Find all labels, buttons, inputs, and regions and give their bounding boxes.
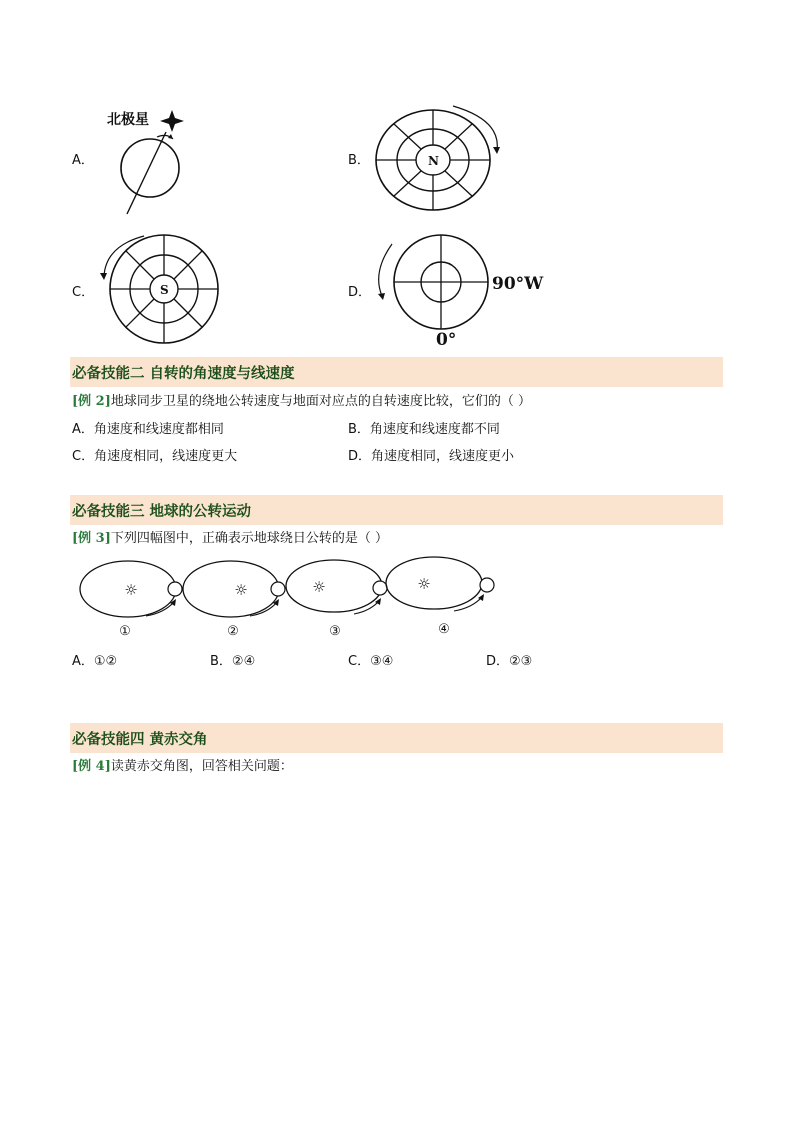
sun-icon: ☼ <box>234 581 248 599</box>
example-tag: [例 4] <box>72 759 111 774</box>
sun-icon: ☼ <box>312 578 326 596</box>
orbit-panel-3 <box>286 560 387 639</box>
panel-label: ① <box>119 624 131 639</box>
section-title: 必备技能四 黄赤交角 <box>72 732 208 748</box>
question-text: 地球同步卫星的绕地公转速度与地面对应点的自转速度比较，它们的（ ） <box>110 394 532 409</box>
longitude-label-0: 0° <box>436 330 457 350</box>
earth-circle <box>373 581 387 595</box>
rotation-arrowhead <box>378 293 385 300</box>
north-star-icon <box>160 110 184 132</box>
example-2-question <box>72 390 531 409</box>
option-d-letter: D． <box>348 285 372 300</box>
option-c-letter: C． <box>72 285 95 300</box>
choice-c: C．角速度相同，线速度更大 <box>72 449 238 464</box>
diagram-a-globe <box>100 100 200 220</box>
north-star-label: 北极星 <box>107 112 149 128</box>
earth-circle <box>168 582 182 596</box>
section-title: 必备技能二 自转的角速度与线速度 <box>72 366 295 382</box>
choice-d: D．角速度相同，线速度更小 <box>348 449 515 464</box>
section-title: 必备技能三 地球的公转运动 <box>72 504 252 520</box>
orbit-panel-2 <box>183 561 285 639</box>
rotation-arrow <box>379 244 392 296</box>
orbit-panel-1 <box>80 561 182 639</box>
choice-d: D．②③ <box>486 654 533 669</box>
earth-circle <box>480 578 494 592</box>
question-text: 读黄赤交角图，回答相关问题： <box>110 759 293 774</box>
earth-circle <box>271 582 285 596</box>
sun-icon: ☼ <box>124 581 138 599</box>
panel-label: ③ <box>329 624 341 639</box>
choice-a: A．角速度和线速度都相同 <box>72 422 224 437</box>
section-header-3 <box>70 495 723 525</box>
example-4-question <box>72 755 293 774</box>
panel-label: ② <box>227 624 239 639</box>
orbit-panel-4 <box>386 557 494 637</box>
globe-circle <box>121 139 179 197</box>
diagram-c-south-polar <box>96 232 226 347</box>
question-text: 下列四幅图中，正确表示地球绕日公转的是（ ） <box>110 531 389 546</box>
example-tag: [例 2] <box>72 394 111 409</box>
choice-b: B．角速度和线速度都不同 <box>348 422 500 437</box>
sun-icon: ☼ <box>417 575 431 593</box>
rotation-arrow <box>453 106 497 150</box>
choice-a: A．①② <box>72 654 118 669</box>
diagram-d-polar-longitude <box>370 232 550 350</box>
rotation-arrowhead <box>493 147 500 154</box>
section-header-4 <box>70 723 723 753</box>
section-header-2 <box>70 357 723 387</box>
orbit-diagrams <box>78 555 498 645</box>
option-b-letter: B． <box>348 153 370 168</box>
example-3-question <box>72 527 388 546</box>
option-a-letter: A． <box>72 153 94 168</box>
choice-b: B．②④ <box>210 654 256 669</box>
choice-c: C．③④ <box>348 654 394 669</box>
pole-label-s: S <box>160 283 169 297</box>
longitude-label-90w: 90°W <box>492 274 544 294</box>
panel-label: ④ <box>438 622 450 637</box>
pole-label-n: N <box>428 154 439 168</box>
example-tag: [例 3] <box>72 531 111 546</box>
diagram-b-north-polar <box>373 100 513 215</box>
rotation-arrowhead <box>100 273 107 280</box>
